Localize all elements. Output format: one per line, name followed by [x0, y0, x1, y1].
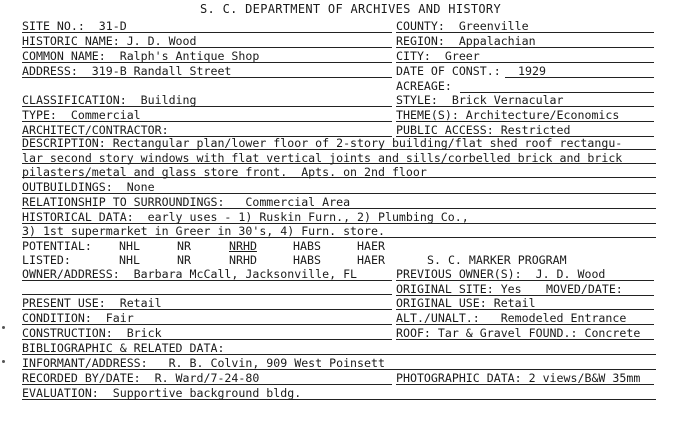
- roof-foundation-field: ROOF: Tar & Gravel FOUND.: Concrete: [396, 326, 641, 340]
- site-no-field: SITE NO.: 31-D: [22, 19, 127, 33]
- marker-program-heading: S. C. MARKER PROGRAM: [427, 253, 567, 267]
- potential-label: POTENTIAL:: [22, 239, 92, 253]
- rule-relationship: [22, 208, 656, 209]
- potential-nr: NR: [177, 239, 191, 253]
- rule-historical-1: [22, 223, 656, 224]
- rule-city: [396, 62, 654, 63]
- rule-alt-unalt: [396, 324, 654, 325]
- rule-county: [396, 32, 654, 33]
- rule-evaluation: [22, 399, 656, 400]
- rule-common-name: [22, 62, 392, 63]
- condition-field: CONDITION: Fair: [22, 311, 134, 325]
- public-access-field: PUBLIC ACCESS: Restricted: [396, 123, 571, 137]
- alt-unalt-field: ALT./UNALT.: Remodeled Entrance: [396, 311, 627, 325]
- rule-informant: [22, 369, 656, 370]
- listed-nrhd: NRHD: [229, 253, 257, 267]
- previous-owners-field: PREVIOUS OWNER(S): J. D. Wood: [396, 267, 606, 281]
- rule-description-1: [22, 149, 656, 150]
- construction-field: CONSTRUCTION: Brick: [22, 326, 162, 340]
- county-field: COUNTY: Greenville: [396, 19, 529, 33]
- historic-name-field: HISTORIC NAME: J. D. Wood: [22, 34, 197, 48]
- recorded-by-field: RECORDED BY/DATE: R. Ward/7-24-80: [22, 371, 260, 385]
- rule-description-3: [22, 177, 656, 178]
- rule-original-use: [396, 309, 654, 310]
- rule-historic-name: [22, 47, 392, 48]
- potential-habs: HABS: [293, 239, 321, 253]
- rule-site-no: [22, 32, 392, 33]
- bibliographic-field: BIBLIOGRAPHIC & RELATED DATA:: [22, 341, 225, 355]
- description-line-3: pilasters/metal and glass store front. Apts. on 2nd floor: [22, 165, 427, 179]
- architect-field: ARCHITECT/CONTRACTOR:: [22, 123, 169, 137]
- listed-haer: HAER: [357, 253, 385, 267]
- form-title: S. C. DEPARTMENT OF ARCHIVES AND HISTORY: [200, 2, 501, 16]
- relationship-field: RELATIONSHIP TO SURROUNDINGS: Commercial Area: [22, 195, 351, 209]
- original-use-field: ORIGINAL USE: Retail: [396, 296, 536, 310]
- listed-habs: HABS: [293, 253, 321, 267]
- listed-nhl: NHL: [119, 253, 140, 267]
- rule-photographic: [396, 384, 654, 385]
- rule-date: [505, 77, 654, 78]
- rule-recorded-by: [22, 384, 392, 385]
- rule-owner-continued: [22, 294, 392, 295]
- style-field: STYLE: Brick Vernacular: [396, 93, 564, 107]
- rule-construction: [22, 339, 392, 340]
- description-line-1: DESCRIPTION: Rectangular plan/lower floor of 2-story building/flat shed roof rectangu-: [22, 136, 623, 150]
- rule-outbuildings: [22, 193, 656, 194]
- potential-nhl: NHL: [119, 239, 140, 253]
- rule-description-2: [22, 163, 656, 164]
- original-site-field: ORIGINAL SITE: Yes: [396, 282, 522, 296]
- rule-previous-owners: [396, 280, 654, 281]
- rule-style: [396, 106, 654, 107]
- outbuildings-field: OUTBUILDINGS: None: [22, 180, 155, 194]
- photographic-data-field: PHOTOGRAPHIC DATA: 2 views/B&W 35mm: [396, 371, 641, 385]
- themes-field: THEME(S): Architecture/Economics: [396, 108, 620, 122]
- common-name-field: COMMON NAME: Ralph's Antique Shop: [22, 49, 260, 63]
- potential-nrhd: NRHD: [229, 239, 257, 253]
- rule-owner: [22, 280, 392, 281]
- rule-region: [396, 47, 654, 48]
- evaluation-field: EVALUATION: Supportive background bldg.: [22, 386, 302, 400]
- listed-label: LISTED:: [22, 253, 71, 267]
- owner-field: OWNER/ADDRESS: Barbara McCall, Jacksonville, FL: [22, 267, 358, 281]
- rule-themes: [396, 121, 654, 122]
- rule-present-use: [22, 309, 392, 310]
- rule-address: [22, 77, 392, 78]
- rule-type: [22, 121, 392, 122]
- date-of-construction-value: 1929: [518, 64, 546, 78]
- description-line-2: lar second story windows with flat vertical joints and sills/corbelled brick and brick: [22, 151, 623, 165]
- city-field: CITY: Greer: [396, 49, 480, 63]
- region-field: REGION: Appalachian: [396, 34, 536, 48]
- rule-bibliographic: [22, 354, 656, 355]
- rule-condition: [22, 324, 392, 325]
- classification-field: CLASSIFICATION: Building: [22, 93, 197, 107]
- scan-speck: [2, 326, 5, 329]
- historical-line-1: HISTORICAL DATA: early uses - 1) Ruskin Furn., 2) Plumbing Co.,: [22, 210, 469, 224]
- acreage-field: ACREAGE:: [396, 79, 452, 93]
- rule-historical-2: [22, 237, 656, 238]
- informant-field: INFORMANT/ADDRESS: R. B. Colvin, 909 West Poinsett: [22, 356, 385, 370]
- rule-classification: [22, 106, 392, 107]
- rule-roof-foundation: [396, 339, 654, 340]
- date-of-construction-label: DATE OF CONST.:: [396, 64, 501, 78]
- historical-line-2: 3) 1st supermarket in Greer in 30's, 4) Furn. store.: [22, 224, 385, 238]
- present-use-field: PRESENT USE: Retail: [22, 296, 162, 310]
- address-field: ADDRESS: 319-B Randall Street: [22, 64, 232, 78]
- potential-haer: HAER: [357, 239, 385, 253]
- moved-date-field: MOVED/DATE:: [546, 282, 623, 296]
- scan-speck: [2, 360, 5, 363]
- listed-nr: NR: [177, 253, 191, 267]
- type-field: TYPE: Commercial: [22, 108, 141, 122]
